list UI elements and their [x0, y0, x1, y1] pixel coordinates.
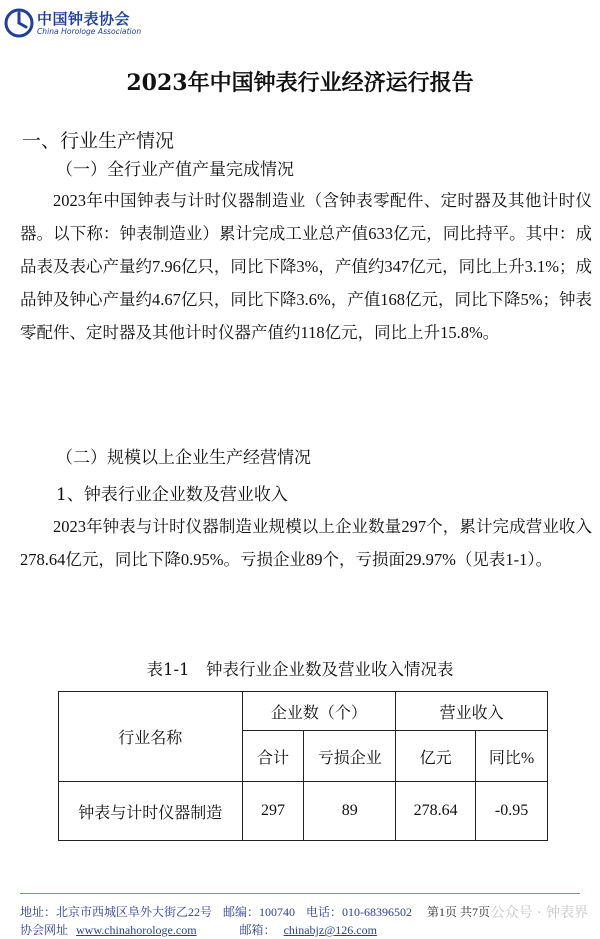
email-link[interactable]: chinabjz@126.com [283, 923, 377, 937]
header-loss: 亏损企业 [304, 731, 396, 782]
paragraph-revenue: 2023年钟表与计时仪器制造业规模以上企业数量297个，累计完成营业收入278.64亿元，同比下降0.95%。亏损企业89个，亏损面29.97%（见表1-1）。 [20, 517, 592, 569]
footer-postcode: 邮编：100740 [223, 905, 296, 919]
footer-web [20, 921, 377, 938]
header-yoy: 同比% [476, 731, 548, 782]
footer-contact [20, 903, 420, 920]
footer-website-label: 协会网址 [20, 923, 69, 937]
table-header-row [59, 692, 548, 731]
subsection-heading-output: （一）全行业产值产量完成情况 [56, 160, 294, 180]
paragraph-output: 2023年中国钟表与计时仪器制造业（含钟表零配件、定时器及其他计时仪器。以下称：钟表制造业）累计完成工业总产值633亿元，同比持平。其中：成品表及表心产量约7.96亿只，同比下降3%，产值约347亿元，同比上升3.1%；成品钟及钟心产量约4.67亿只，同比下降3.6%，产值168亿元，同比下降5%；钟表零配件、定时器及其他计时仪器产值约118亿元，同比上升15.8%。 [20, 191, 592, 342]
logo-text-en: China Horologe Association [37, 27, 142, 36]
document-title: 2023年中国钟表行业经济运行报告 [126, 70, 474, 96]
data-table [58, 691, 548, 841]
watermark: 公众号 · 钟表界 [490, 905, 588, 921]
cell-yoy: -0.95 [476, 782, 548, 841]
cell-loss: 89 [304, 782, 396, 841]
item-heading-revenue: 1、钟表行业企业数及营业收入 [56, 485, 288, 505]
header-total: 合计 [242, 731, 304, 782]
association-logo [4, 6, 154, 40]
cell-total: 297 [242, 782, 304, 841]
cell-name: 钟表与计时仪器制造 [59, 782, 243, 841]
website-link[interactable]: www.chinahorologe.com [76, 923, 197, 937]
header-companies: 企业数（个） [242, 692, 396, 731]
subsection-heading-large-enterprises: （二）规模以上企业生产经营情况 [56, 448, 311, 468]
footer-divider [20, 893, 580, 894]
footer-phone: 电话：010-68396502 [306, 905, 413, 919]
logo-text-cn: 中国钟表协会 [37, 10, 131, 28]
footer-address: 地址：北京市西城区阜外大街乙22号 [20, 905, 213, 919]
cell-revenue: 278.64 [396, 782, 476, 841]
logo-emblem-icon [4, 8, 34, 38]
page-number: 第1页 共7页 [426, 905, 490, 919]
table-row [59, 782, 548, 841]
header-yiyuan: 亿元 [396, 731, 476, 782]
section-heading-production: 一、行业生产情况 [22, 130, 175, 152]
footer-email-label: 邮箱： [239, 923, 276, 937]
table-caption: 表1-1 钟表行业企业数及营业收入情况表 [146, 660, 454, 679]
header-revenue: 营业收入 [396, 692, 548, 731]
header-industry: 行业名称 [59, 692, 243, 782]
